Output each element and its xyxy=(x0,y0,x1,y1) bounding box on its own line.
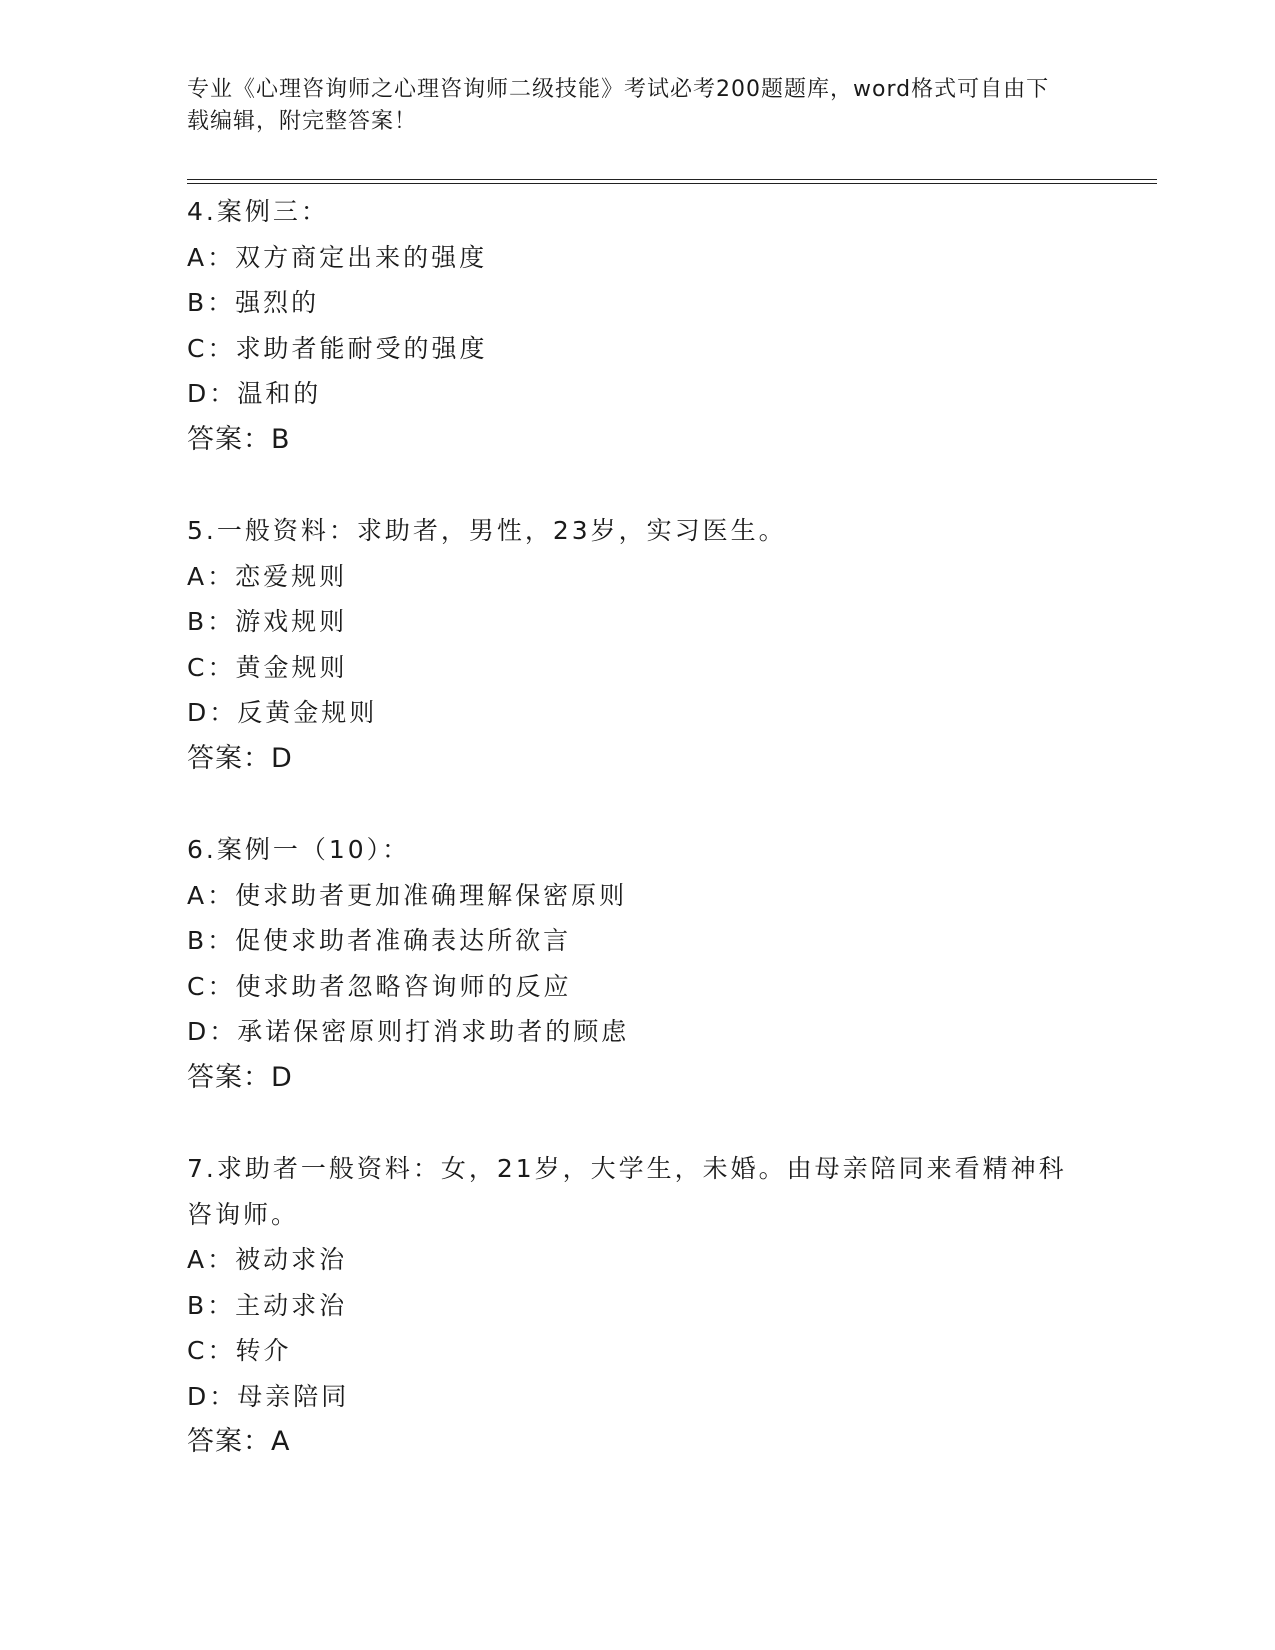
answer-label: 答案： xyxy=(187,1426,271,1457)
answer-label: 答案： xyxy=(187,1061,271,1093)
answer-line xyxy=(187,1055,1087,1101)
option-d: D：母亲陪同 xyxy=(187,1381,350,1411)
question-stem: 7.求助者一般资料：女，21岁，大学生，未婚。由母亲陪同来看精神科咨询师。 xyxy=(187,1154,1067,1229)
answer-value: D xyxy=(271,1061,293,1093)
option-a: A：双方商定出来的强度 xyxy=(187,242,488,272)
option-c: C：转介 xyxy=(187,1336,292,1365)
header-divider-top xyxy=(187,179,1157,180)
question-6 xyxy=(187,827,1087,1100)
question-stem: 4.案例三： xyxy=(187,197,329,226)
answer-line xyxy=(187,736,1087,782)
option-c: C：使求助者忽略咨询师的反应 xyxy=(187,971,572,1001)
option-b: B：主动求治 xyxy=(187,1290,348,1320)
question-stem: 5.一般资料：求助者，男性，23岁，实习医生。 xyxy=(187,516,787,545)
option-a: A：使求助者更加准确理解保密原则 xyxy=(187,880,628,910)
option-d: D：反黄金规则 xyxy=(187,698,378,727)
option-b: B：强烈的 xyxy=(187,288,320,317)
answer-value: D xyxy=(271,742,293,774)
answer-value: B xyxy=(271,423,291,455)
answer-value: A xyxy=(271,1426,291,1457)
document-header: 专业《心理咨询师之心理咨询师二级技能》考试必考200题题库，word格式可自由下载编辑，附完整答案！ xyxy=(187,77,1050,134)
question-7 xyxy=(187,1146,1087,1465)
option-a: A：被动求治 xyxy=(187,1245,348,1274)
option-b: B：促使求助者准确表达所欲言 xyxy=(187,926,572,955)
answer-label: 答案： xyxy=(187,423,271,455)
question-5 xyxy=(187,508,1087,781)
question-stem: 6.案例一（10）： xyxy=(187,835,411,864)
question-4 xyxy=(187,189,1087,462)
option-d: D：承诺保密原则打消求助者的顾虑 xyxy=(187,1017,630,1046)
option-d: D：温和的 xyxy=(187,379,322,408)
option-c: C：黄金规则 xyxy=(187,652,348,682)
header-divider-bottom xyxy=(187,183,1157,184)
option-c: C：求助者能耐受的强度 xyxy=(187,333,488,363)
answer-line xyxy=(187,1419,1087,1465)
answer-line xyxy=(187,417,1087,463)
option-a: A：恋爱规则 xyxy=(187,561,348,591)
question-list xyxy=(187,189,1087,1511)
answer-label: 答案： xyxy=(187,742,271,774)
option-b: B：游戏规则 xyxy=(187,607,348,636)
